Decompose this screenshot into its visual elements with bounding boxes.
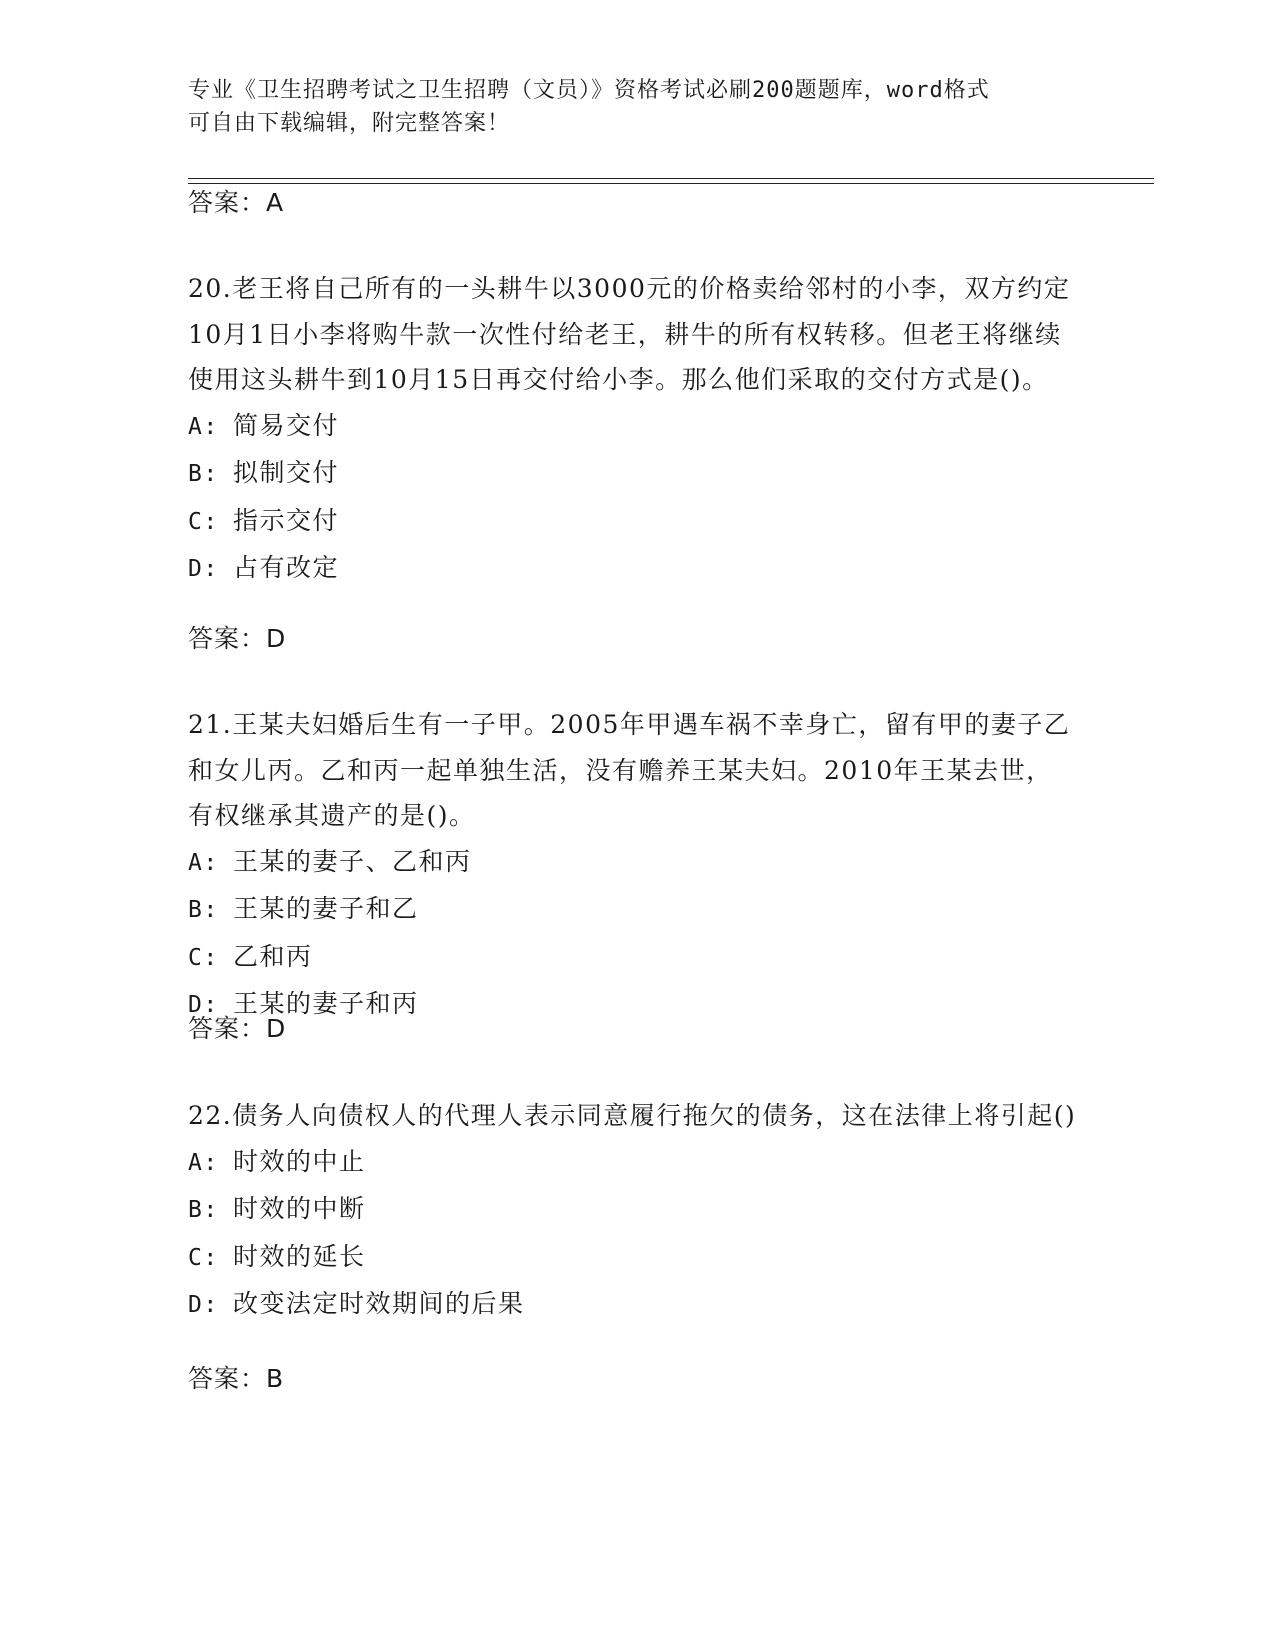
option-c xyxy=(188,498,1078,546)
option-text: 简易交付 xyxy=(233,410,340,440)
option-letter: B: xyxy=(188,461,219,487)
option-text: 时效的中断 xyxy=(233,1194,366,1223)
question-20 xyxy=(188,266,1078,593)
answer-22: 答案：B xyxy=(188,1364,285,1393)
option-letter: D: xyxy=(188,1292,219,1318)
page-header xyxy=(188,74,1068,140)
option-letter: D: xyxy=(188,992,219,1018)
option-a xyxy=(188,403,1078,451)
answer-20: 答案：D xyxy=(188,624,287,653)
option-d xyxy=(188,545,1078,593)
option-letter: B: xyxy=(188,1197,219,1223)
option-b xyxy=(188,886,1078,934)
answer-previous: 答案：A xyxy=(188,188,285,217)
option-letter: C: xyxy=(188,1244,219,1271)
option-text: 王某的妻子和丙 xyxy=(233,989,419,1018)
question-stem: 22.债务人向债权人的代理人表示同意履行拖欠的债务，这在法律上将引起() xyxy=(188,1101,1077,1130)
option-text: 王某的妻子和乙 xyxy=(233,894,419,923)
option-text: 时效的延长 xyxy=(233,1241,366,1271)
option-letter: C: xyxy=(188,508,219,535)
option-c xyxy=(188,934,1078,982)
option-b xyxy=(188,1186,1078,1234)
option-text: 乙和丙 xyxy=(233,941,313,971)
question-21 xyxy=(188,702,1078,1029)
option-letter: A: xyxy=(188,1149,219,1176)
option-a xyxy=(188,839,1078,887)
option-text: 时效的中止 xyxy=(233,1146,366,1176)
option-text: 拟制交付 xyxy=(233,458,340,487)
header-divider xyxy=(188,178,1154,184)
option-text: 改变法定时效期间的后果 xyxy=(233,1289,525,1318)
option-d xyxy=(188,1281,1078,1329)
option-text: 占有改定 xyxy=(233,553,340,582)
option-a xyxy=(188,1139,1078,1187)
option-c xyxy=(188,1234,1078,1282)
option-text: 王某的妻子、乙和丙 xyxy=(233,846,472,876)
question-22 xyxy=(188,1093,1078,1329)
header-line-2: 可自由下载编辑，附完整答案！ xyxy=(188,111,511,136)
question-stem: 21.王某夫妇婚后生有一子甲。2005年甲遇车祸不幸身亡，留有甲的妻子乙和女儿丙。乙和丙一起单独生活，没有赡养王某夫妇。2010年王某去世，有权继承其遗产的是()。 xyxy=(188,710,1071,830)
option-text: 指示交付 xyxy=(233,505,340,535)
option-letter: A: xyxy=(188,849,219,876)
header-line-1: 专业《卫生招聘考试之卫生招聘（文员）》资格考试必刷200题题库，word格式 xyxy=(188,78,990,103)
option-letter: A: xyxy=(188,413,219,440)
option-d xyxy=(188,981,1078,1029)
option-letter: D: xyxy=(188,556,219,582)
option-b xyxy=(188,450,1078,498)
answer-21: 答案：D xyxy=(188,1014,287,1043)
option-letter: C: xyxy=(188,944,219,971)
option-letter: B: xyxy=(188,897,219,923)
question-stem: 20.老王将自己所有的一头耕牛以3000元的价格卖给邻村的小李，双方约定10月1日小李将购牛款一次性付给老王，耕牛的所有权转移。但老王将继续使用这头耕牛到10月15日再交付给小李。那么他们采取的交付方式是()。 xyxy=(188,274,1071,394)
